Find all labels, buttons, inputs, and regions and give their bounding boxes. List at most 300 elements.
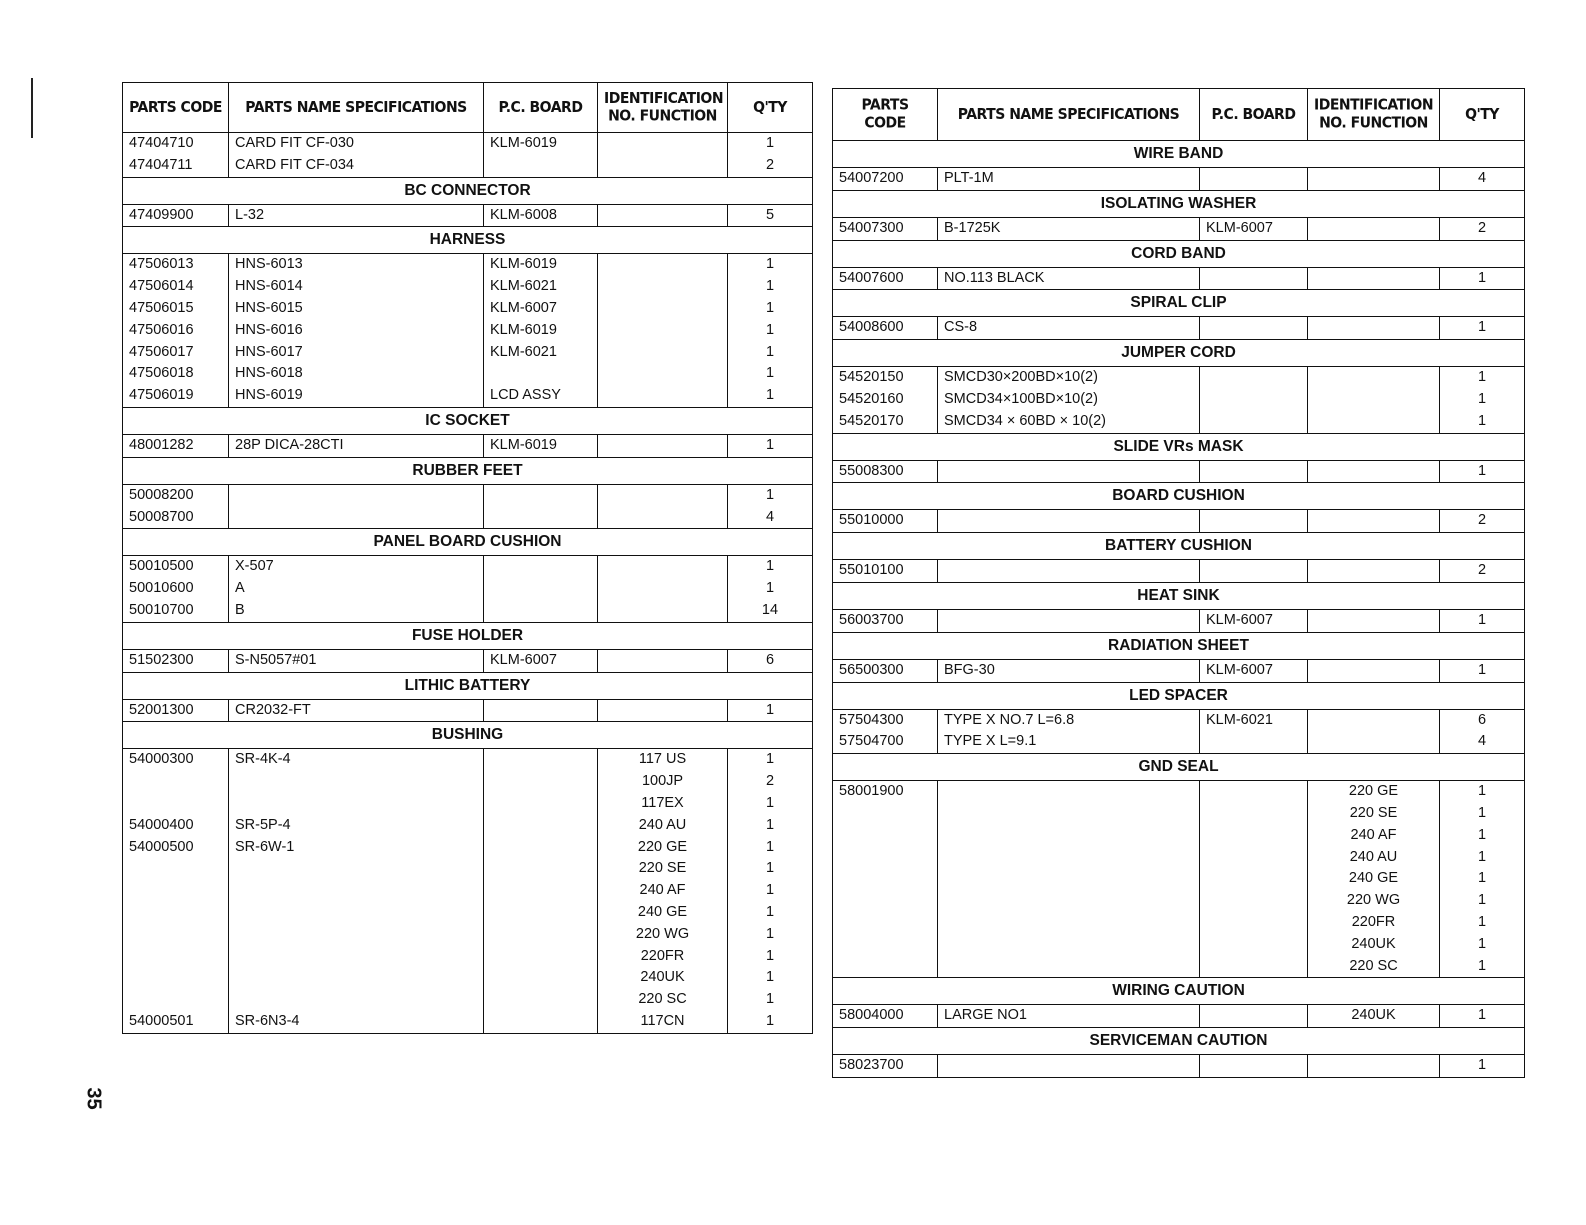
ident-function <box>1314 218 1433 240</box>
ident-function-cell <box>1308 460 1440 483</box>
pc-board <box>490 880 591 902</box>
part-code: 54007200 <box>839 170 904 186</box>
pc-board-cell <box>1200 560 1308 583</box>
pc-board-cell <box>1200 1055 1308 1078</box>
part-code: 54000500 <box>129 838 194 855</box>
part-name: TYPE X NO.7 L=6.8 <box>944 711 1075 728</box>
ident-function: 117 US <box>638 751 687 768</box>
quantity: 1 <box>765 794 775 811</box>
part-name <box>235 946 477 968</box>
section-header-row <box>833 141 1525 168</box>
part-name <box>944 847 1193 869</box>
part-name <box>235 902 477 924</box>
ident-function <box>604 578 721 600</box>
ident-function <box>604 485 721 507</box>
quantity: 1 <box>1477 804 1487 821</box>
part-name <box>944 461 1193 483</box>
section-header-row <box>833 632 1525 659</box>
quantity: 1 <box>1477 269 1487 286</box>
section-title: LITHIC BATTERY <box>123 672 813 699</box>
quantity: 1 <box>1477 783 1487 800</box>
part-name-cell <box>938 609 1200 632</box>
part-code: 56500300 <box>839 661 904 678</box>
header-parts-code: PARTS CODE <box>833 87 938 142</box>
ident-function <box>1314 389 1433 411</box>
ident-function-cell <box>598 204 728 227</box>
part-code: 54000400 <box>129 816 194 833</box>
parts-group-row <box>123 204 813 227</box>
pc-board: KLM-6007 <box>490 299 557 316</box>
ident-function <box>1314 1055 1433 1077</box>
part-code-cell <box>833 460 938 483</box>
quantity: 4 <box>1477 733 1487 750</box>
quantity: 1 <box>1477 369 1487 386</box>
ident-function: 117CN <box>640 1012 685 1029</box>
part-name <box>944 781 1193 803</box>
part-code: 50010600 <box>129 580 194 597</box>
quantity: 1 <box>765 751 775 768</box>
pc-board-cell <box>1200 317 1308 340</box>
quantity: 1 <box>765 838 775 855</box>
parts-group-row <box>833 217 1525 240</box>
pc-board: KLM-6007 <box>490 651 557 668</box>
part-name-cell <box>938 267 1200 290</box>
parts-group-row <box>123 556 813 622</box>
ident-function <box>1314 461 1433 483</box>
quantity: 1 <box>1477 462 1487 479</box>
part-name <box>944 560 1193 582</box>
part-name: HNS-6013 <box>235 256 303 273</box>
ident-function-cell <box>1308 1055 1440 1078</box>
pc-board <box>490 363 591 385</box>
pc-board-cell <box>484 254 598 408</box>
pc-board-cell <box>1200 659 1308 682</box>
ident-function: 220 SC <box>638 991 687 1008</box>
section-title: FUSE HOLDER <box>123 622 813 649</box>
ident-function: 220FR <box>640 947 685 964</box>
quantity: 1 <box>1477 870 1487 887</box>
pc-board <box>490 902 591 924</box>
ident-function: 100JP <box>641 773 684 790</box>
pc-board: KLM-6019 <box>490 256 557 273</box>
pc-board <box>490 924 591 946</box>
ident-function-cell <box>598 556 728 622</box>
pc-board <box>1206 317 1301 339</box>
section-title: SERVICEMAN CAUTION <box>833 1028 1525 1055</box>
part-name-cell <box>229 556 484 622</box>
part-name <box>944 868 1193 890</box>
part-code: 47506015 <box>129 299 194 316</box>
pc-board: KLM-6008 <box>490 206 557 223</box>
section-title: SPIRAL CLIP <box>833 290 1525 317</box>
section-title: WIRE BAND <box>833 141 1525 168</box>
part-name: SR-6N3-4 <box>235 1012 300 1029</box>
ident-function <box>1314 610 1433 632</box>
ident-function: 240 GE <box>1348 870 1399 887</box>
parts-group-row <box>833 560 1525 583</box>
ident-function: 220 GE <box>1348 783 1399 800</box>
section-header-row <box>833 190 1525 217</box>
header-ident-line2: NO. FUNCTION <box>608 107 717 125</box>
pc-board <box>490 989 591 1011</box>
quantity-cell <box>1440 659 1525 682</box>
quantity: 1 <box>1477 390 1487 407</box>
part-name <box>235 989 477 1011</box>
part-code: 52001300 <box>129 701 194 718</box>
part-code-cell <box>833 510 938 533</box>
quantity-cell <box>1440 168 1525 191</box>
section-header-row <box>833 1028 1525 1055</box>
pc-board: KLM-6019 <box>490 135 557 151</box>
pc-board <box>1206 912 1301 934</box>
quantity: 6 <box>765 651 775 668</box>
section-header-row <box>833 682 1525 709</box>
parts-group-row <box>833 609 1525 632</box>
quantity: 1 <box>1477 661 1487 678</box>
part-name <box>944 1055 1193 1077</box>
pc-board-cell <box>1200 460 1308 483</box>
quantity-cell <box>1440 267 1525 290</box>
part-code-cell <box>833 709 938 754</box>
quantity-cell <box>1440 781 1525 978</box>
part-name: SMCD30×200BD×10(2) <box>944 369 1098 386</box>
quantity: 1 <box>765 925 775 942</box>
pc-board: KLM-6019 <box>490 436 557 453</box>
ident-function <box>604 556 721 578</box>
quantity: 1 <box>765 387 775 404</box>
header-qty: Q'TY <box>728 81 813 134</box>
quantity: 5 <box>765 206 775 223</box>
quantity: 1 <box>765 299 775 316</box>
quantity: 1 <box>765 343 775 360</box>
part-name-cell <box>938 168 1200 191</box>
part-code: 58023700 <box>839 1057 904 1074</box>
part-code-cell <box>833 367 938 433</box>
ident-function <box>604 600 721 622</box>
ident-function-cell <box>1308 317 1440 340</box>
section-header-row <box>833 290 1525 317</box>
ident-function-cell <box>598 749 728 1033</box>
ident-function-cell <box>1308 609 1440 632</box>
quantity: 14 <box>761 601 779 618</box>
parts-group-row <box>833 709 1525 754</box>
ident-function-cell <box>598 434 728 457</box>
quantity: 1 <box>765 991 775 1008</box>
ident-function-cell <box>598 254 728 408</box>
part-code: 55008300 <box>839 462 904 479</box>
section-header-row <box>123 227 813 254</box>
ident-function: 240 AU <box>638 816 687 833</box>
pc-board <box>1206 847 1301 869</box>
part-name: LARGE NO1 <box>944 1007 1027 1024</box>
part-name-cell <box>229 649 484 672</box>
part-name-cell <box>938 217 1200 240</box>
parts-group-row <box>833 510 1525 533</box>
pc-board <box>1206 411 1301 433</box>
pc-board: KLM-6021 <box>490 278 557 295</box>
part-code: 47404711 <box>129 156 193 173</box>
part-name: CR2032-FT <box>235 701 311 718</box>
quantity: 2 <box>765 773 775 790</box>
part-code-cell <box>833 560 938 583</box>
ident-function: 220 SE <box>638 860 687 877</box>
quantity-cell <box>728 699 813 722</box>
ident-function <box>604 133 721 155</box>
section-title: HARNESS <box>123 227 813 254</box>
pc-board <box>490 749 591 771</box>
part-code-cell <box>123 699 229 722</box>
quantity: 2 <box>1477 512 1487 529</box>
part-name-cell <box>938 709 1200 754</box>
quantity-cell <box>1440 367 1525 433</box>
pc-board <box>490 858 591 880</box>
part-name-cell <box>229 133 484 178</box>
pc-board: KLM-6021 <box>490 343 557 360</box>
part-name: PLT-1M <box>944 170 994 186</box>
part-name: SR-6W-1 <box>235 838 295 855</box>
quantity: 1 <box>765 256 775 273</box>
part-code: 55010000 <box>839 512 904 529</box>
header-parts-name: PARTS NAME SPECIFICATIONS <box>938 87 1200 142</box>
pc-board <box>490 837 591 859</box>
parts-group-row <box>833 659 1525 682</box>
part-code: 47506016 <box>129 321 194 338</box>
quantity-cell <box>728 649 813 672</box>
section-header-row <box>123 722 813 749</box>
pc-board <box>490 793 591 815</box>
quantity-cell <box>1440 609 1525 632</box>
part-name: A <box>235 580 245 597</box>
parts-group-row <box>833 781 1525 978</box>
quantity-cell <box>728 556 813 622</box>
ident-function-cell <box>1308 709 1440 754</box>
parts-group-row <box>123 649 813 672</box>
part-code-cell <box>833 1055 938 1078</box>
part-name: CARD FIT CF-034 <box>235 156 354 173</box>
pc-board-cell <box>484 434 598 457</box>
quantity: 6 <box>1477 711 1487 728</box>
quantity: 1 <box>765 947 775 964</box>
ident-function <box>604 254 721 276</box>
pc-board-cell <box>1200 1005 1308 1028</box>
pc-board <box>490 967 591 989</box>
parts-table-left <box>122 82 813 1034</box>
pc-board-cell <box>484 133 598 178</box>
quantity: 1 <box>765 1012 775 1029</box>
ident-function <box>1314 660 1433 682</box>
section-title: LED SPACER <box>833 682 1525 709</box>
quantity-cell <box>1440 709 1525 754</box>
part-code: 47404710 <box>129 135 194 151</box>
ident-function-cell <box>1308 1005 1440 1028</box>
part-code: 48001282 <box>129 436 194 453</box>
part-code: 58004000 <box>839 1007 904 1024</box>
quantity: 1 <box>765 135 775 151</box>
part-code <box>129 967 222 989</box>
part-code: 47506013 <box>129 256 194 273</box>
part-code: 47506019 <box>129 387 194 404</box>
part-code: 55010100 <box>839 562 904 579</box>
pc-board <box>1206 803 1301 825</box>
pc-board <box>1206 934 1301 956</box>
ident-function <box>604 700 721 722</box>
part-name: CARD FIT CF-030 <box>235 135 354 151</box>
quantity-cell <box>1440 460 1525 483</box>
part-code: 50008200 <box>129 486 194 503</box>
pc-board: LCD ASSY <box>490 387 561 404</box>
part-code-cell <box>833 1005 938 1028</box>
quantity: 1 <box>765 816 775 833</box>
part-code <box>839 934 931 956</box>
part-code: 47506014 <box>129 278 194 295</box>
pc-board-cell <box>484 699 598 722</box>
pc-board <box>1206 461 1301 483</box>
pc-board-cell <box>1200 510 1308 533</box>
ident-function: 220FR <box>1351 913 1396 930</box>
ident-function: 240 AF <box>639 882 686 899</box>
ident-function-cell <box>598 484 728 529</box>
pc-board-cell <box>1200 267 1308 290</box>
pc-board <box>490 155 591 177</box>
ident-function-cell <box>598 649 728 672</box>
quantity: 1 <box>1477 913 1487 930</box>
pc-board <box>1206 956 1301 978</box>
pc-board: KLM-6019 <box>490 321 557 338</box>
part-name: HNS-6015 <box>235 299 303 316</box>
quantity-cell <box>1440 217 1525 240</box>
pc-board <box>490 1011 591 1033</box>
part-code: 56003700 <box>839 611 904 628</box>
part-name: NO.113 BLACK <box>944 269 1045 286</box>
ident-function <box>604 205 721 227</box>
ident-function-cell <box>598 699 728 722</box>
ident-function <box>604 435 721 457</box>
ident-function: 220 WG <box>635 925 690 942</box>
quantity-cell <box>1440 510 1525 533</box>
parts-table-left-body <box>123 133 813 1034</box>
pc-board <box>1206 560 1301 582</box>
part-name <box>235 485 477 507</box>
part-name-cell <box>938 367 1200 433</box>
ident-function-cell <box>1308 560 1440 583</box>
header-ident-line1: IDENTIFICATION <box>604 89 724 107</box>
parts-group-row <box>123 133 813 178</box>
part-name: B-1725K <box>944 219 1001 236</box>
pc-board <box>1206 890 1301 912</box>
parts-group-row <box>833 168 1525 191</box>
part-name <box>944 956 1193 978</box>
quantity: 1 <box>1477 412 1487 429</box>
part-name-cell <box>229 434 484 457</box>
pc-board-cell <box>484 484 598 529</box>
part-code <box>839 868 931 890</box>
pc-board: KLM-6007 <box>1206 661 1273 678</box>
pc-board <box>1206 781 1301 803</box>
part-name: X-507 <box>235 558 274 575</box>
part-name-cell <box>938 1005 1200 1028</box>
part-name <box>235 507 477 529</box>
header-parts-code: PARTS CODE <box>123 81 229 134</box>
pc-board <box>490 815 591 837</box>
ident-function <box>1314 731 1433 753</box>
quantity-cell <box>728 133 813 178</box>
ident-function: 220 GE <box>637 838 688 855</box>
part-name <box>235 924 477 946</box>
parts-group-row <box>123 254 813 408</box>
section-title: JUMPER CORD <box>833 340 1525 367</box>
part-name-cell <box>229 254 484 408</box>
part-code: 47409900 <box>129 206 194 223</box>
section-header-row <box>123 672 813 699</box>
ident-function: 240UK <box>1351 1007 1396 1024</box>
section-title: HEAT SINK <box>833 582 1525 609</box>
part-code: 58001900 <box>839 783 904 800</box>
part-name: HNS-6018 <box>235 365 303 382</box>
pc-board: KLM-6021 <box>1206 711 1273 728</box>
pc-board <box>1206 868 1301 890</box>
quantity-cell <box>1440 1055 1525 1078</box>
ident-function <box>604 320 721 342</box>
section-header-row <box>123 407 813 434</box>
part-code-cell <box>833 217 938 240</box>
section-title: GND SEAL <box>833 754 1525 781</box>
section-header-row <box>833 433 1525 460</box>
section-title: RUBBER FEET <box>123 457 813 484</box>
part-name: L-32 <box>235 206 265 223</box>
pc-board <box>1206 367 1301 389</box>
part-name <box>944 510 1193 532</box>
header-parts-name: PARTS NAME SPECIFICATIONS <box>229 81 484 134</box>
pc-board-cell <box>1200 217 1308 240</box>
ident-function <box>604 342 721 364</box>
part-name: B <box>235 601 245 618</box>
part-code <box>839 825 931 847</box>
parts-group-row <box>833 460 1525 483</box>
pc-board-cell <box>484 204 598 227</box>
part-name <box>944 912 1193 934</box>
part-code: 54000300 <box>129 751 194 768</box>
section-header-row <box>123 457 813 484</box>
part-code: 51502300 <box>129 651 194 668</box>
ident-function <box>1314 710 1433 732</box>
pc-board <box>1206 389 1301 411</box>
ident-function: 240 GE <box>637 903 688 920</box>
quantity: 1 <box>765 860 775 877</box>
ident-function-cell <box>1308 659 1440 682</box>
ident-function-cell <box>1308 510 1440 533</box>
ident-function-cell <box>1308 217 1440 240</box>
pc-board <box>1206 1055 1301 1077</box>
pc-board: KLM-6007 <box>1206 219 1273 236</box>
quantity: 1 <box>765 701 775 718</box>
ident-function <box>1314 168 1433 190</box>
part-name-cell <box>938 560 1200 583</box>
parts-group-row <box>833 1005 1525 1028</box>
part-name <box>944 890 1193 912</box>
ident-function <box>604 363 721 385</box>
quantity: 1 <box>1477 892 1487 909</box>
pc-board-cell <box>1200 609 1308 632</box>
part-name-cell <box>938 781 1200 978</box>
ident-function: 240 AF <box>1350 826 1397 843</box>
quantity: 2 <box>1477 219 1487 236</box>
part-code-cell <box>123 556 229 622</box>
part-name-cell <box>229 484 484 529</box>
part-code: 47506018 <box>129 365 194 382</box>
header-ident-line2: NO. FUNCTION <box>1319 114 1428 132</box>
part-code: 50008700 <box>129 508 194 525</box>
pc-board-cell <box>1200 367 1308 433</box>
